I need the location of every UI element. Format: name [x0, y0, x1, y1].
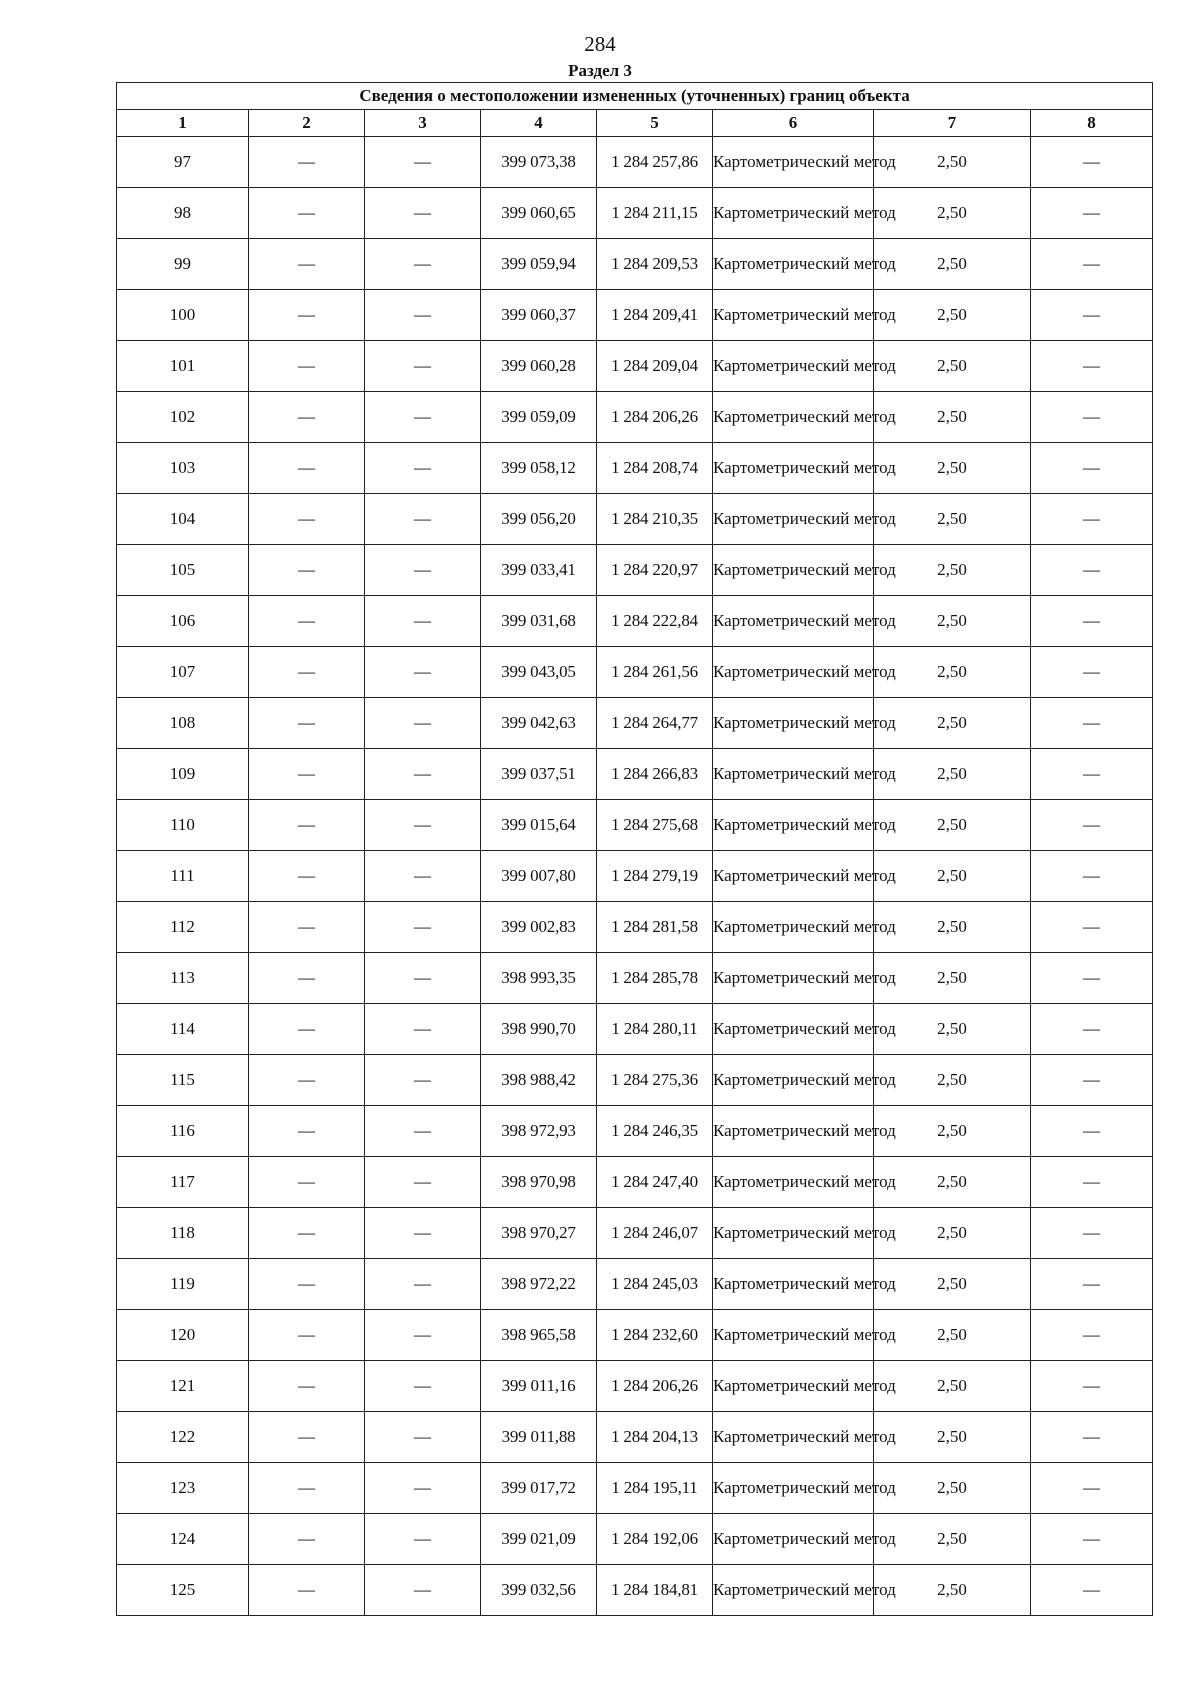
empty-dash-cell: — — [1031, 188, 1153, 239]
point-number-cell: 103 — [117, 443, 249, 494]
table-row — [117, 1514, 1153, 1565]
point-number-cell: 117 — [117, 1157, 249, 1208]
x-coordinate-cell: 398 993,35 — [481, 953, 597, 1004]
y-coordinate-cell: 1 284 195,11 — [597, 1463, 713, 1514]
point-number-cell: 120 — [117, 1310, 249, 1361]
x-coordinate-cell: 399 032,56 — [481, 1565, 597, 1616]
accuracy-cell: 2,50 — [874, 1310, 1031, 1361]
table-row — [117, 1106, 1153, 1157]
empty-dash-cell: — — [365, 851, 481, 902]
x-coordinate-cell: 399 011,88 — [481, 1412, 597, 1463]
table-row — [117, 443, 1153, 494]
y-coordinate-cell: 1 284 220,97 — [597, 545, 713, 596]
column-header: 1 — [117, 110, 249, 137]
empty-dash-cell: — — [249, 851, 365, 902]
accuracy-cell: 2,50 — [874, 1208, 1031, 1259]
point-number-cell: 111 — [117, 851, 249, 902]
x-coordinate-cell: 399 059,09 — [481, 392, 597, 443]
method-cell: Картометрический метод — [713, 1259, 874, 1310]
empty-dash-cell: — — [249, 1361, 365, 1412]
method-cell: Картометрический метод — [713, 188, 874, 239]
x-coordinate-cell: 399 017,72 — [481, 1463, 597, 1514]
point-number-cell: 97 — [117, 137, 249, 188]
point-number-cell: 116 — [117, 1106, 249, 1157]
accuracy-cell: 2,50 — [874, 1463, 1031, 1514]
empty-dash-cell: — — [1031, 1361, 1153, 1412]
x-coordinate-cell: 399 007,80 — [481, 851, 597, 902]
x-coordinate-cell: 399 037,51 — [481, 749, 597, 800]
empty-dash-cell: — — [365, 494, 481, 545]
method-cell: Картометрический метод — [713, 902, 874, 953]
table-caption-row — [117, 83, 1153, 110]
method-cell: Картометрический метод — [713, 851, 874, 902]
x-coordinate-cell: 399 042,63 — [481, 698, 597, 749]
table-row — [117, 851, 1153, 902]
empty-dash-cell: — — [365, 1514, 481, 1565]
method-cell: Картометрический метод — [713, 545, 874, 596]
y-coordinate-cell: 1 284 209,53 — [597, 239, 713, 290]
y-coordinate-cell: 1 284 209,41 — [597, 290, 713, 341]
y-coordinate-cell: 1 284 206,26 — [597, 1361, 713, 1412]
method-cell: Картометрический метод — [713, 341, 874, 392]
y-coordinate-cell: 1 284 275,36 — [597, 1055, 713, 1106]
x-coordinate-cell: 398 970,27 — [481, 1208, 597, 1259]
x-coordinate-cell: 399 058,12 — [481, 443, 597, 494]
empty-dash-cell: — — [365, 1361, 481, 1412]
empty-dash-cell: — — [249, 1157, 365, 1208]
empty-dash-cell: — — [365, 1157, 481, 1208]
x-coordinate-cell: 399 060,28 — [481, 341, 597, 392]
accuracy-cell: 2,50 — [874, 188, 1031, 239]
x-coordinate-cell: 398 965,58 — [481, 1310, 597, 1361]
x-coordinate-cell: 399 002,83 — [481, 902, 597, 953]
empty-dash-cell: — — [365, 341, 481, 392]
x-coordinate-cell: 399 015,64 — [481, 800, 597, 851]
y-coordinate-cell: 1 284 280,11 — [597, 1004, 713, 1055]
table-row — [117, 800, 1153, 851]
point-number-cell: 113 — [117, 953, 249, 1004]
empty-dash-cell: — — [365, 647, 481, 698]
table-row — [117, 953, 1153, 1004]
y-coordinate-cell: 1 284 208,74 — [597, 443, 713, 494]
accuracy-cell: 2,50 — [874, 1514, 1031, 1565]
accuracy-cell: 2,50 — [874, 1157, 1031, 1208]
empty-dash-cell: — — [365, 1463, 481, 1514]
accuracy-cell: 2,50 — [874, 239, 1031, 290]
empty-dash-cell: — — [249, 1259, 365, 1310]
empty-dash-cell: — — [365, 443, 481, 494]
empty-dash-cell: — — [1031, 1310, 1153, 1361]
table-body — [117, 137, 1153, 1616]
point-number-cell: 114 — [117, 1004, 249, 1055]
y-coordinate-cell: 1 284 261,56 — [597, 647, 713, 698]
table-row — [117, 647, 1153, 698]
x-coordinate-cell: 399 073,38 — [481, 137, 597, 188]
empty-dash-cell: — — [249, 596, 365, 647]
accuracy-cell: 2,50 — [874, 902, 1031, 953]
accuracy-cell: 2,50 — [874, 1259, 1031, 1310]
empty-dash-cell: — — [1031, 239, 1153, 290]
point-number-cell: 109 — [117, 749, 249, 800]
point-number-cell: 119 — [117, 1259, 249, 1310]
point-number-cell: 121 — [117, 1361, 249, 1412]
empty-dash-cell: — — [249, 494, 365, 545]
accuracy-cell: 2,50 — [874, 800, 1031, 851]
y-coordinate-cell: 1 284 275,68 — [597, 800, 713, 851]
empty-dash-cell: — — [1031, 902, 1153, 953]
y-coordinate-cell: 1 284 257,86 — [597, 137, 713, 188]
empty-dash-cell: — — [365, 953, 481, 1004]
empty-dash-cell: — — [1031, 851, 1153, 902]
table-row — [117, 494, 1153, 545]
point-number-cell: 102 — [117, 392, 249, 443]
empty-dash-cell: — — [1031, 1157, 1153, 1208]
empty-dash-cell: — — [249, 1412, 365, 1463]
method-cell: Картометрический метод — [713, 596, 874, 647]
method-cell: Картометрический метод — [713, 800, 874, 851]
method-cell: Картометрический метод — [713, 749, 874, 800]
method-cell: Картометрический метод — [713, 137, 874, 188]
empty-dash-cell: — — [365, 1259, 481, 1310]
x-coordinate-cell: 399 021,09 — [481, 1514, 597, 1565]
method-cell: Картометрический метод — [713, 1106, 874, 1157]
x-coordinate-cell: 399 031,68 — [481, 596, 597, 647]
empty-dash-cell: — — [249, 902, 365, 953]
x-coordinate-cell: 399 059,94 — [481, 239, 597, 290]
method-cell: Картометрический метод — [713, 1208, 874, 1259]
y-coordinate-cell: 1 284 210,35 — [597, 494, 713, 545]
point-number-cell: 105 — [117, 545, 249, 596]
table-row — [117, 1310, 1153, 1361]
point-number-cell: 104 — [117, 494, 249, 545]
accuracy-cell: 2,50 — [874, 647, 1031, 698]
empty-dash-cell: — — [1031, 1412, 1153, 1463]
empty-dash-cell: — — [249, 239, 365, 290]
point-number-cell: 99 — [117, 239, 249, 290]
empty-dash-cell: — — [1031, 545, 1153, 596]
empty-dash-cell: — — [1031, 1514, 1153, 1565]
table-caption: Сведения о местоположении измененных (уточненных) границ объекта — [117, 83, 1153, 110]
accuracy-cell: 2,50 — [874, 1106, 1031, 1157]
empty-dash-cell: — — [365, 1412, 481, 1463]
point-number-cell: 112 — [117, 902, 249, 953]
method-cell: Картометрический метод — [713, 1157, 874, 1208]
empty-dash-cell: — — [365, 800, 481, 851]
empty-dash-cell: — — [1031, 647, 1153, 698]
page-number: 284 — [584, 32, 616, 56]
method-cell: Картометрический метод — [713, 1004, 874, 1055]
table-row — [117, 1565, 1153, 1616]
point-number-cell: 123 — [117, 1463, 249, 1514]
y-coordinate-cell: 1 284 247,40 — [597, 1157, 713, 1208]
y-coordinate-cell: 1 284 266,83 — [597, 749, 713, 800]
y-coordinate-cell: 1 284 232,60 — [597, 1310, 713, 1361]
accuracy-cell: 2,50 — [874, 1055, 1031, 1106]
accuracy-cell: 2,50 — [874, 1004, 1031, 1055]
table-row — [117, 392, 1153, 443]
point-number-cell: 110 — [117, 800, 249, 851]
empty-dash-cell: — — [249, 545, 365, 596]
x-coordinate-cell: 398 988,42 — [481, 1055, 597, 1106]
y-coordinate-cell: 1 284 209,04 — [597, 341, 713, 392]
x-coordinate-cell: 399 033,41 — [481, 545, 597, 596]
y-coordinate-cell: 1 284 204,13 — [597, 1412, 713, 1463]
empty-dash-cell: — — [365, 1208, 481, 1259]
method-cell: Картометрический метод — [713, 698, 874, 749]
y-coordinate-cell: 1 284 281,58 — [597, 902, 713, 953]
table-row — [117, 341, 1153, 392]
column-header: 4 — [481, 110, 597, 137]
method-cell: Картометрический метод — [713, 290, 874, 341]
empty-dash-cell: — — [249, 800, 365, 851]
empty-dash-cell: — — [1031, 1565, 1153, 1616]
empty-dash-cell: — — [249, 1004, 365, 1055]
x-coordinate-cell: 398 972,22 — [481, 1259, 597, 1310]
method-cell: Картометрический метод — [713, 647, 874, 698]
empty-dash-cell: — — [1031, 1259, 1153, 1310]
empty-dash-cell: — — [1031, 596, 1153, 647]
empty-dash-cell: — — [1031, 1463, 1153, 1514]
method-cell: Картометрический метод — [713, 1565, 874, 1616]
accuracy-cell: 2,50 — [874, 545, 1031, 596]
x-coordinate-cell: 398 970,98 — [481, 1157, 597, 1208]
empty-dash-cell: — — [365, 392, 481, 443]
table-row — [117, 545, 1153, 596]
empty-dash-cell: — — [365, 137, 481, 188]
empty-dash-cell: — — [249, 443, 365, 494]
accuracy-cell: 2,50 — [874, 341, 1031, 392]
accuracy-cell: 2,50 — [874, 953, 1031, 1004]
y-coordinate-cell: 1 284 192,06 — [597, 1514, 713, 1565]
point-number-cell: 124 — [117, 1514, 249, 1565]
x-coordinate-cell: 399 060,37 — [481, 290, 597, 341]
empty-dash-cell: — — [249, 749, 365, 800]
table-row — [117, 1259, 1153, 1310]
empty-dash-cell: — — [249, 1106, 365, 1157]
empty-dash-cell: — — [249, 647, 365, 698]
empty-dash-cell: — — [1031, 698, 1153, 749]
x-coordinate-cell: 398 990,70 — [481, 1004, 597, 1055]
method-cell: Картометрический метод — [713, 392, 874, 443]
table-row — [117, 902, 1153, 953]
accuracy-cell: 2,50 — [874, 1361, 1031, 1412]
column-header: 2 — [249, 110, 365, 137]
table-row — [117, 1463, 1153, 1514]
empty-dash-cell: — — [1031, 341, 1153, 392]
empty-dash-cell: — — [1031, 494, 1153, 545]
empty-dash-cell: — — [365, 188, 481, 239]
empty-dash-cell: — — [365, 239, 481, 290]
empty-dash-cell: — — [249, 1310, 365, 1361]
method-cell: Картометрический метод — [713, 494, 874, 545]
x-coordinate-cell: 399 056,20 — [481, 494, 597, 545]
table-row — [117, 596, 1153, 647]
table-row — [117, 137, 1153, 188]
empty-dash-cell: — — [1031, 1208, 1153, 1259]
accuracy-cell: 2,50 — [874, 1412, 1031, 1463]
accuracy-cell: 2,50 — [874, 443, 1031, 494]
y-coordinate-cell: 1 284 246,35 — [597, 1106, 713, 1157]
column-header: 7 — [874, 110, 1031, 137]
method-cell: Картометрический метод — [713, 1412, 874, 1463]
table-row — [117, 290, 1153, 341]
table-row — [117, 1361, 1153, 1412]
method-cell: Картометрический метод — [713, 443, 874, 494]
point-number-cell: 125 — [117, 1565, 249, 1616]
y-coordinate-cell: 1 284 184,81 — [597, 1565, 713, 1616]
empty-dash-cell: — — [1031, 443, 1153, 494]
y-coordinate-cell: 1 284 211,15 — [597, 188, 713, 239]
empty-dash-cell: — — [365, 290, 481, 341]
method-cell: Картометрический метод — [713, 1310, 874, 1361]
empty-dash-cell: — — [1031, 749, 1153, 800]
empty-dash-cell: — — [1031, 953, 1153, 1004]
empty-dash-cell: — — [1031, 1004, 1153, 1055]
empty-dash-cell: — — [365, 749, 481, 800]
empty-dash-cell: — — [249, 188, 365, 239]
table-row — [117, 188, 1153, 239]
table-row — [117, 239, 1153, 290]
empty-dash-cell: — — [365, 1004, 481, 1055]
column-header-row — [117, 110, 1153, 137]
empty-dash-cell: — — [365, 1565, 481, 1616]
table-row — [117, 1412, 1153, 1463]
point-number-cell: 98 — [117, 188, 249, 239]
empty-dash-cell: — — [365, 902, 481, 953]
empty-dash-cell: — — [249, 698, 365, 749]
method-cell: Картометрический метод — [713, 953, 874, 1004]
method-cell: Картометрический метод — [713, 1514, 874, 1565]
empty-dash-cell: — — [249, 1514, 365, 1565]
empty-dash-cell: — — [365, 1055, 481, 1106]
empty-dash-cell: — — [1031, 800, 1153, 851]
table-row — [117, 1055, 1153, 1106]
empty-dash-cell: — — [249, 1055, 365, 1106]
table-row — [117, 1004, 1153, 1055]
table-row — [117, 1157, 1153, 1208]
empty-dash-cell: — — [249, 953, 365, 1004]
x-coordinate-cell: 398 972,93 — [481, 1106, 597, 1157]
empty-dash-cell: — — [1031, 1055, 1153, 1106]
method-cell: Картометрический метод — [713, 1055, 874, 1106]
empty-dash-cell: — — [249, 290, 365, 341]
x-coordinate-cell: 399 060,65 — [481, 188, 597, 239]
method-cell: Картометрический метод — [713, 1361, 874, 1412]
point-number-cell: 107 — [117, 647, 249, 698]
method-cell: Картометрический метод — [713, 1463, 874, 1514]
empty-dash-cell: — — [365, 596, 481, 647]
empty-dash-cell: — — [249, 1463, 365, 1514]
accuracy-cell: 2,50 — [874, 851, 1031, 902]
table-row — [117, 698, 1153, 749]
y-coordinate-cell: 1 284 222,84 — [597, 596, 713, 647]
empty-dash-cell: — — [1031, 290, 1153, 341]
coordinates-table — [116, 82, 1153, 1616]
empty-dash-cell: — — [365, 698, 481, 749]
y-coordinate-cell: 1 284 279,19 — [597, 851, 713, 902]
accuracy-cell: 2,50 — [874, 290, 1031, 341]
x-coordinate-cell: 399 043,05 — [481, 647, 597, 698]
column-header: 3 — [365, 110, 481, 137]
empty-dash-cell: — — [249, 341, 365, 392]
empty-dash-cell: — — [1031, 137, 1153, 188]
empty-dash-cell: — — [1031, 1106, 1153, 1157]
accuracy-cell: 2,50 — [874, 596, 1031, 647]
y-coordinate-cell: 1 284 206,26 — [597, 392, 713, 443]
accuracy-cell: 2,50 — [874, 698, 1031, 749]
accuracy-cell: 2,50 — [874, 137, 1031, 188]
point-number-cell: 118 — [117, 1208, 249, 1259]
method-cell: Картометрический метод — [713, 239, 874, 290]
empty-dash-cell: — — [365, 1106, 481, 1157]
y-coordinate-cell: 1 284 245,03 — [597, 1259, 713, 1310]
x-coordinate-cell: 399 011,16 — [481, 1361, 597, 1412]
empty-dash-cell: — — [249, 1208, 365, 1259]
point-number-cell: 122 — [117, 1412, 249, 1463]
section-title: Раздел 3 — [568, 61, 632, 80]
empty-dash-cell: — — [365, 1310, 481, 1361]
point-number-cell: 101 — [117, 341, 249, 392]
empty-dash-cell: — — [249, 392, 365, 443]
column-header: 5 — [597, 110, 713, 137]
point-number-cell: 100 — [117, 290, 249, 341]
point-number-cell: 106 — [117, 596, 249, 647]
empty-dash-cell: — — [365, 545, 481, 596]
accuracy-cell: 2,50 — [874, 494, 1031, 545]
y-coordinate-cell: 1 284 285,78 — [597, 953, 713, 1004]
table-row — [117, 749, 1153, 800]
empty-dash-cell: — — [249, 137, 365, 188]
accuracy-cell: 2,50 — [874, 749, 1031, 800]
accuracy-cell: 2,50 — [874, 392, 1031, 443]
column-header: 6 — [713, 110, 874, 137]
column-header: 8 — [1031, 110, 1153, 137]
point-number-cell: 108 — [117, 698, 249, 749]
y-coordinate-cell: 1 284 246,07 — [597, 1208, 713, 1259]
point-number-cell: 115 — [117, 1055, 249, 1106]
empty-dash-cell: — — [1031, 392, 1153, 443]
accuracy-cell: 2,50 — [874, 1565, 1031, 1616]
table-row — [117, 1208, 1153, 1259]
empty-dash-cell: — — [249, 1565, 365, 1616]
y-coordinate-cell: 1 284 264,77 — [597, 698, 713, 749]
